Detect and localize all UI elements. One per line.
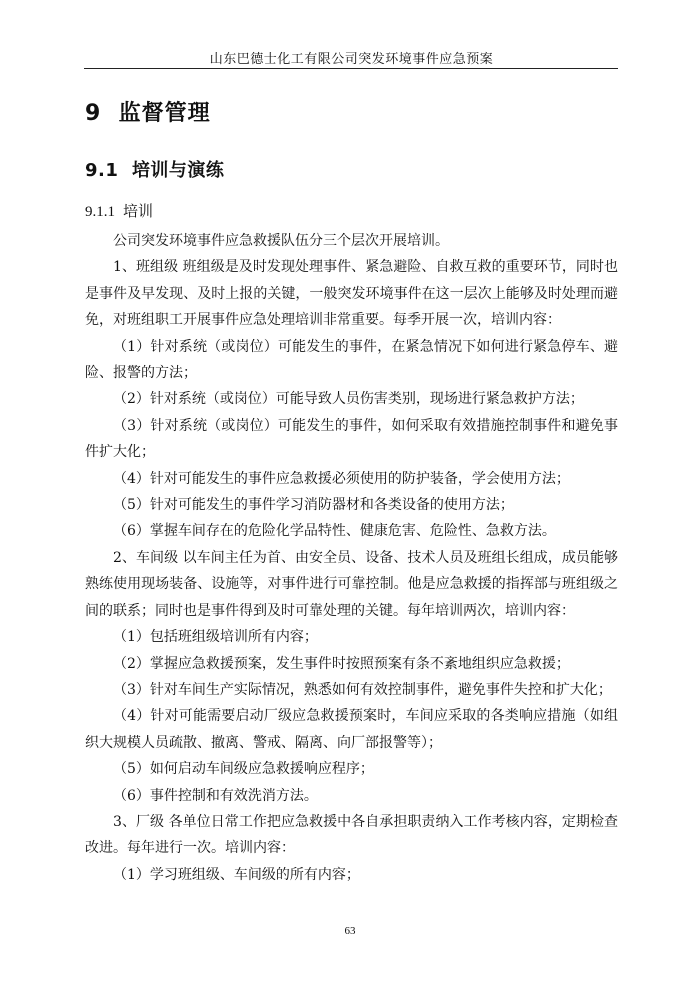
paragraph: 3、厂级 各单位日常工作把应急救援中各自承担职责纳入工作考核内容，定期检查改进。每年进行一次。培训内容： — [85, 813, 618, 857]
paragraph: （4）针对可能需要启动厂级应急救援预案时，车间应采取的各类响应措施（如组织大规模人员疏散、撤离、警戒、隔离、向厂部报警等）； — [85, 708, 618, 751]
paragraph: （3）针对系统（或岗位）可能发生的事件，如何采取有效措施控制事件和避免事件扩大化； — [85, 417, 618, 461]
subsubsection-title: 培训 — [123, 202, 154, 220]
body-text — [85, 228, 618, 888]
paragraph: 公司突发环境事件应急救援队伍分三个层次开展培训。 — [113, 233, 449, 249]
running-header: 山东巴德士化工有限公司突发环境事件应急预案 — [209, 52, 494, 67]
section-heading — [85, 96, 211, 127]
paragraph: （4）针对可能发生的事件应急救援必须使用的防护装备，学会使用方法； — [113, 470, 570, 487]
page-number: 63 — [344, 925, 356, 937]
paragraph: （2）掌握应急救援预案，发生事件时按照预案有条不紊地组织应急救援； — [113, 655, 570, 672]
paragraph: （5）针对可能发生的事件学习消防器材和各类设备的使用方法； — [113, 497, 514, 514]
header-divider — [84, 68, 618, 69]
subsection-title: 培训与演练 — [131, 160, 225, 181]
paragraph: （1）包括班组级培训所有内容； — [113, 629, 318, 646]
subsubsection-number: 9.1.1 — [85, 204, 115, 220]
paragraph: （1）针对系统（或岗位）可能发生的事件，在紧急情况下如何进行紧急停车、避险、报警的方法； — [85, 338, 618, 382]
paragraph: （6）事件控制和有效洗消方法。 — [113, 787, 318, 804]
paragraph: （5）如何启动车间级应急救援响应程序； — [113, 761, 374, 778]
subsubsection-heading — [85, 200, 153, 221]
paragraph: （3）针对车间生产实际情况，熟悉如何有效控制事件，避免事件失控和扩大化； — [113, 681, 612, 698]
paragraph: 2、车间级 以车间主任为首、由安全员、设备、技术人员及班组长组成，成员能够熟练使用现场装备、设施等，对事件进行可靠控制。他是应急救援的指挥部与班组级之间的联系；同时也是事件得到及时可靠处理的关键。每年培训两次，培训内容： — [85, 549, 618, 619]
paragraph: （2）针对系统（或岗位）可能导致人员伤害类别，现场进行紧急救护方法； — [113, 391, 584, 408]
paragraph: （6）掌握车间存在的危险化学品特性、健康危害、危险性、急救方法。 — [113, 523, 556, 540]
subsection-heading — [85, 156, 224, 182]
subsection-number: 9.1 — [85, 160, 119, 181]
paragraph: 1、班组级 班组级是及时发现处理事件、紧急避险、自救互救的重要环节，同时也是事件及早发现、及时上报的关键，一般突发环境事件在这一层次上能够及时处理而避免，对班组职工开展事件应急处理培训非常重要。每季开展一次，培训内容： — [85, 259, 618, 329]
paragraph: （1）学习班组级、车间级的所有内容； — [113, 866, 360, 883]
section-title: 监督管理 — [118, 101, 211, 126]
section-number: 9 — [85, 101, 102, 126]
